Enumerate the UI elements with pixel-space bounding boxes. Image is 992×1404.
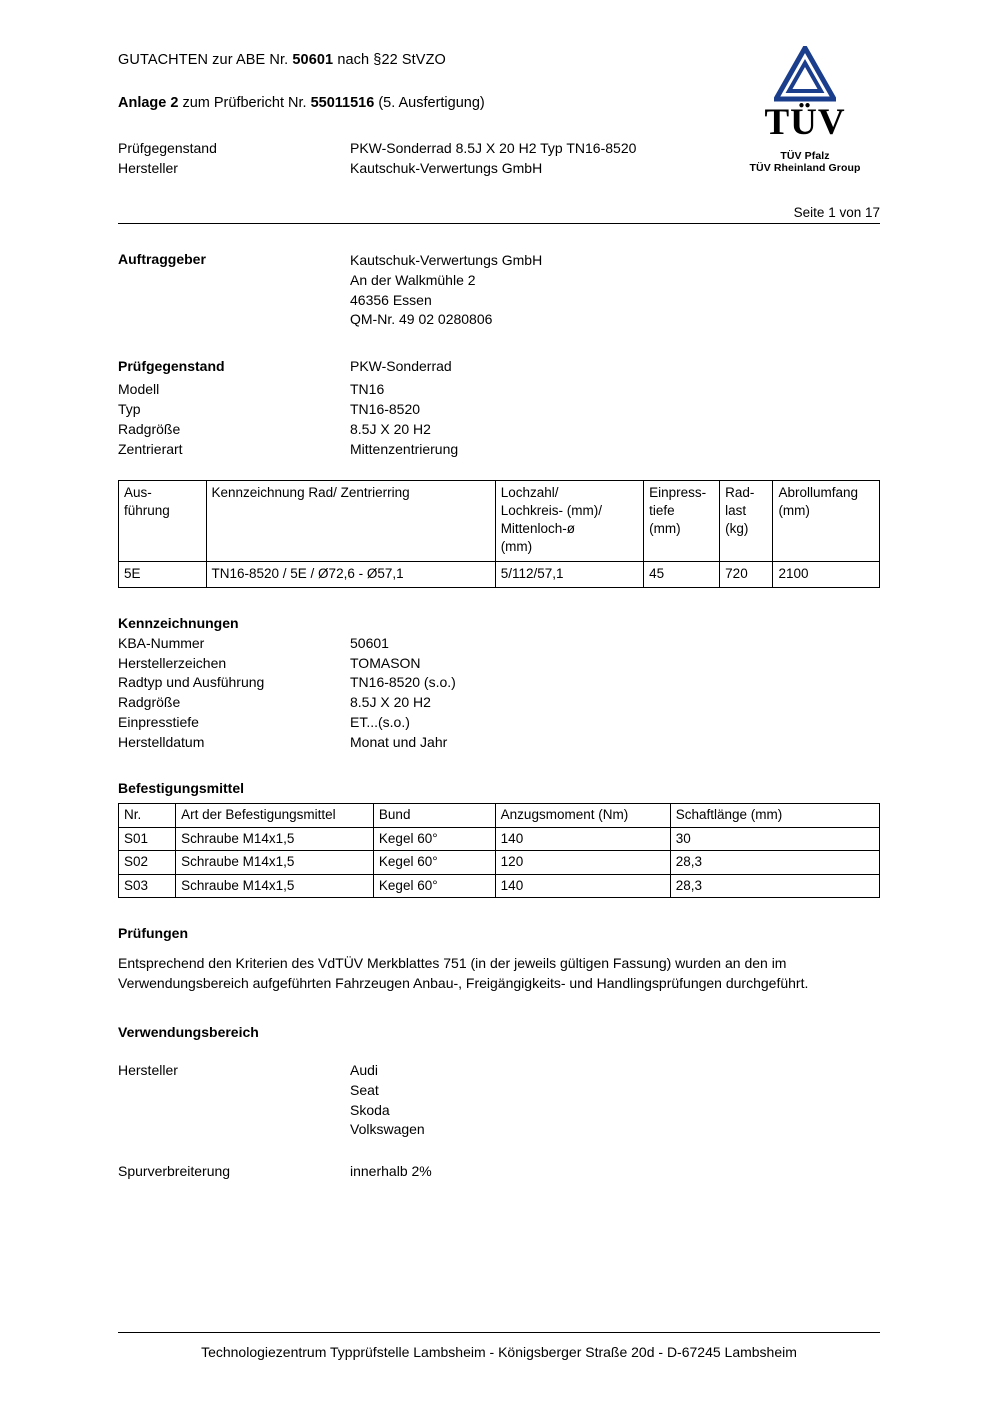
pruefgegenstand-row — [118, 440, 880, 460]
pruefgegenstand-label: Typ — [118, 401, 141, 417]
table-cell: 2100 — [773, 561, 880, 587]
table-cell: 45 — [644, 561, 720, 587]
header-line: führung — [124, 502, 170, 518]
fastener-header-bund: Bund — [373, 803, 495, 827]
kennzeichnungen-label: Radtyp und Ausführung — [118, 674, 265, 691]
verwendungsbereich-hersteller-list — [350, 1061, 880, 1141]
table-cell: 140 — [495, 874, 670, 898]
anlage-suffix: (5. Ausfertigung) — [374, 95, 485, 111]
table-cell: S03 — [119, 874, 176, 898]
table-cell: Schraube M14x1,5 — [176, 827, 374, 851]
header-line: Lochkreis- (mm)/ — [500, 502, 602, 518]
wheel-table-header-kennzeichnung: Kennzeichnung Rad/ Zentrierring — [206, 480, 495, 561]
header-line: Einpress- — [649, 484, 707, 500]
pruefgegenstand-label: Radgröße — [118, 420, 181, 437]
header-line: (mm) — [500, 539, 533, 555]
title-prefix: GUTACHTEN zur ABE Nr. — [118, 52, 293, 68]
header-meta-label: Hersteller — [118, 159, 178, 176]
auftraggeber-line: An der Walkmühle 2 — [350, 271, 476, 288]
pruefgegenstand-title: Prüfgegenstand — [118, 358, 225, 375]
kennzeichnungen-label: Einpresstiefe — [118, 714, 199, 731]
verwendungsbereich-hersteller-row — [118, 1061, 880, 1141]
kennzeichnungen-label: Herstellerzeichen — [118, 654, 227, 671]
wheel-table-header-lochzahl — [495, 480, 643, 561]
header-meta-label: Prüfgegenstand — [118, 140, 217, 156]
title-suffix: nach §22 StVZO — [333, 52, 446, 68]
anlage-label: Anlage 2 — [118, 95, 179, 111]
section-pruefgegenstand — [118, 357, 880, 459]
auftraggeber-line: 46356 Essen — [350, 291, 432, 308]
kennzeichnungen-title: Kennzeichnungen — [118, 614, 239, 631]
kennzeichnungen-label: KBA-Nummer — [118, 634, 205, 651]
fastener-header-schaftlaenge: Schaftlänge (mm) — [670, 803, 879, 827]
header-line: (kg) — [725, 521, 749, 537]
tuv-logo — [730, 46, 880, 174]
table-cell: Kegel 60° — [373, 827, 495, 851]
kennzeichnungen-value: TN16-8520 (s.o.) — [350, 674, 456, 691]
header-line: Lochzahl/ — [500, 484, 559, 500]
table-cell: 140 — [495, 827, 670, 851]
pruefgegenstand-value: TN16 — [350, 381, 385, 398]
pruefgegenstand-value: TN16-8520 — [350, 401, 421, 417]
pruefgegenstand-value: 8.5J X 20 H2 — [350, 420, 431, 437]
section-auftraggeber — [118, 251, 880, 331]
auftraggeber-line: QM-Nr. 49 02 0280806 — [350, 311, 493, 328]
fastener-header-nr: Nr. — [119, 803, 176, 827]
verwendungsbereich-spur-row — [118, 1162, 880, 1182]
kennzeichnungen-row — [118, 654, 880, 674]
wheel-table-header-abrollumfang — [773, 480, 880, 561]
pruefbericht-number: 55011516 — [310, 95, 375, 111]
header-line: (mm) — [649, 521, 681, 537]
section-pruefungen — [118, 925, 880, 994]
table-cell: Schraube M14x1,5 — [176, 851, 374, 875]
kennzeichnungen-value: TOMASON — [350, 654, 421, 671]
kennzeichnungen-value: Monat und Jahr — [350, 734, 448, 751]
table-cell: Kegel 60° — [373, 851, 495, 875]
kennzeichnungen-value: 50601 — [350, 634, 389, 651]
wheel-table-header-radlast — [720, 480, 773, 561]
befestigungsmittel-title: Befestigungsmittel — [118, 779, 245, 796]
page-footer: Technologiezentrum Typprüfstelle Lambsheim - Königsberger Straße 20d - D-67245 Lambsheim — [118, 1332, 880, 1360]
table-cell: 28,3 — [670, 874, 879, 898]
kennzeichnungen-row — [118, 733, 880, 753]
page-number: Seite 1 von 17 — [118, 205, 880, 224]
wheel-table-header-ausfuehrung — [119, 480, 207, 561]
table-header-row — [119, 803, 880, 827]
header-line: Abrollumfang — [778, 484, 858, 500]
table-cell: Schraube M14x1,5 — [176, 874, 374, 898]
pruefgegenstand-label: Zentrierart — [118, 440, 183, 457]
table-cell: 120 — [495, 851, 670, 875]
auftraggeber-line: Kautschuk-Verwertungs GmbH — [350, 251, 543, 268]
tuv-triangle-icon — [730, 46, 880, 102]
table-cell: 28,3 — [670, 851, 879, 875]
table-row — [119, 874, 880, 898]
kennzeichnungen-row — [118, 634, 880, 654]
tuv-wordmark: TÜV — [764, 102, 846, 143]
auftraggeber-title: Auftraggeber — [118, 250, 206, 267]
fastener-header-anzugsmoment: Anzugsmoment (Nm) — [495, 803, 670, 827]
table-row — [119, 561, 880, 587]
table-header-row — [119, 480, 880, 561]
header-line: tiefe — [649, 502, 675, 518]
list-item: Audi — [350, 1061, 379, 1078]
table-cell: Kegel 60° — [373, 874, 495, 898]
tuv-sub-line2: TÜV Rheinland Group — [749, 162, 861, 175]
header-meta-value: PKW-Sonderrad 8.5J X 20 H2 Typ TN16-8520 — [350, 140, 637, 156]
list-item: Volkswagen — [350, 1121, 425, 1138]
header-line: (mm) — [778, 502, 810, 518]
table-cell: TN16-8520 / 5E / Ø72,6 - Ø57,1 — [206, 561, 495, 587]
header-line: Mittenloch-ø — [500, 521, 575, 537]
table-cell: 5E — [119, 561, 207, 587]
header-line: last — [725, 502, 747, 518]
verwendungsbereich-hersteller-label: Hersteller — [118, 1061, 178, 1078]
wheel-table-header-einpresstiefe — [644, 480, 720, 561]
verwendungsbereich-title: Verwendungsbereich — [118, 1023, 259, 1040]
table-cell: 30 — [670, 827, 879, 851]
kennzeichnungen-row — [118, 693, 880, 713]
pruefgegenstand-value: PKW-Sonderrad — [350, 358, 452, 375]
fastener-table — [118, 803, 880, 898]
pruefgegenstand-row — [118, 380, 880, 400]
kennzeichnungen-value: 8.5J X 20 H2 — [350, 694, 431, 711]
section-verwendungsbereich — [118, 1024, 880, 1182]
kennzeichnungen-row — [118, 713, 880, 733]
tuv-sub-line1: TÜV Pfalz — [780, 150, 830, 162]
pruefgegenstand-label: Modell — [118, 381, 160, 398]
auftraggeber-address — [350, 251, 542, 331]
header-meta-value: Kautschuk-Verwertungs GmbH — [350, 159, 543, 176]
table-row — [119, 851, 880, 875]
header-line: Aus- — [124, 484, 152, 500]
kennzeichnungen-label: Herstelldatum — [118, 734, 205, 751]
table-cell: S02 — [119, 851, 176, 875]
spurverbreiterung-value: innerhalb 2% — [350, 1163, 432, 1180]
kennzeichnungen-value: ET...(s.o.) — [350, 714, 410, 731]
pruefgegenstand-row — [118, 420, 880, 440]
table-row — [119, 827, 880, 851]
pruefungen-title: Prüfungen — [118, 925, 188, 942]
pruefgegenstand-row — [118, 400, 880, 420]
section-kennzeichnungen — [118, 615, 880, 753]
spurverbreiterung-label: Spurverbreiterung — [118, 1163, 231, 1180]
abe-number: 50601 — [292, 52, 334, 68]
table-cell: 720 — [720, 561, 773, 587]
wheel-specification-table — [118, 480, 880, 588]
kennzeichnungen-label: Radgröße — [118, 694, 181, 711]
anlage-mid: zum Prüfbericht Nr. — [178, 95, 311, 111]
kennzeichnungen-row — [118, 673, 880, 693]
fastener-header-art: Art der Befestigungsmittel — [176, 803, 374, 827]
section-befestigungsmittel — [118, 780, 880, 796]
pruefungen-text: Entsprechend den Kriterien des VdTÜV Merkblattes 751 (in der jeweils gültigen Fassung) wurden an den im Verwendungsbereich aufgeführten Fahrzeugen Anbau-, Freigängigkeits- und Handlingsprüfungen durchgeführt. — [118, 955, 809, 992]
list-item: Skoda — [350, 1101, 390, 1118]
header-line: Rad- — [725, 484, 755, 500]
table-cell: 5/112/57,1 — [495, 561, 643, 587]
list-item: Seat — [350, 1081, 379, 1098]
table-cell: S01 — [119, 827, 176, 851]
pruefgegenstand-value: Mittenzentrierung — [350, 440, 459, 457]
